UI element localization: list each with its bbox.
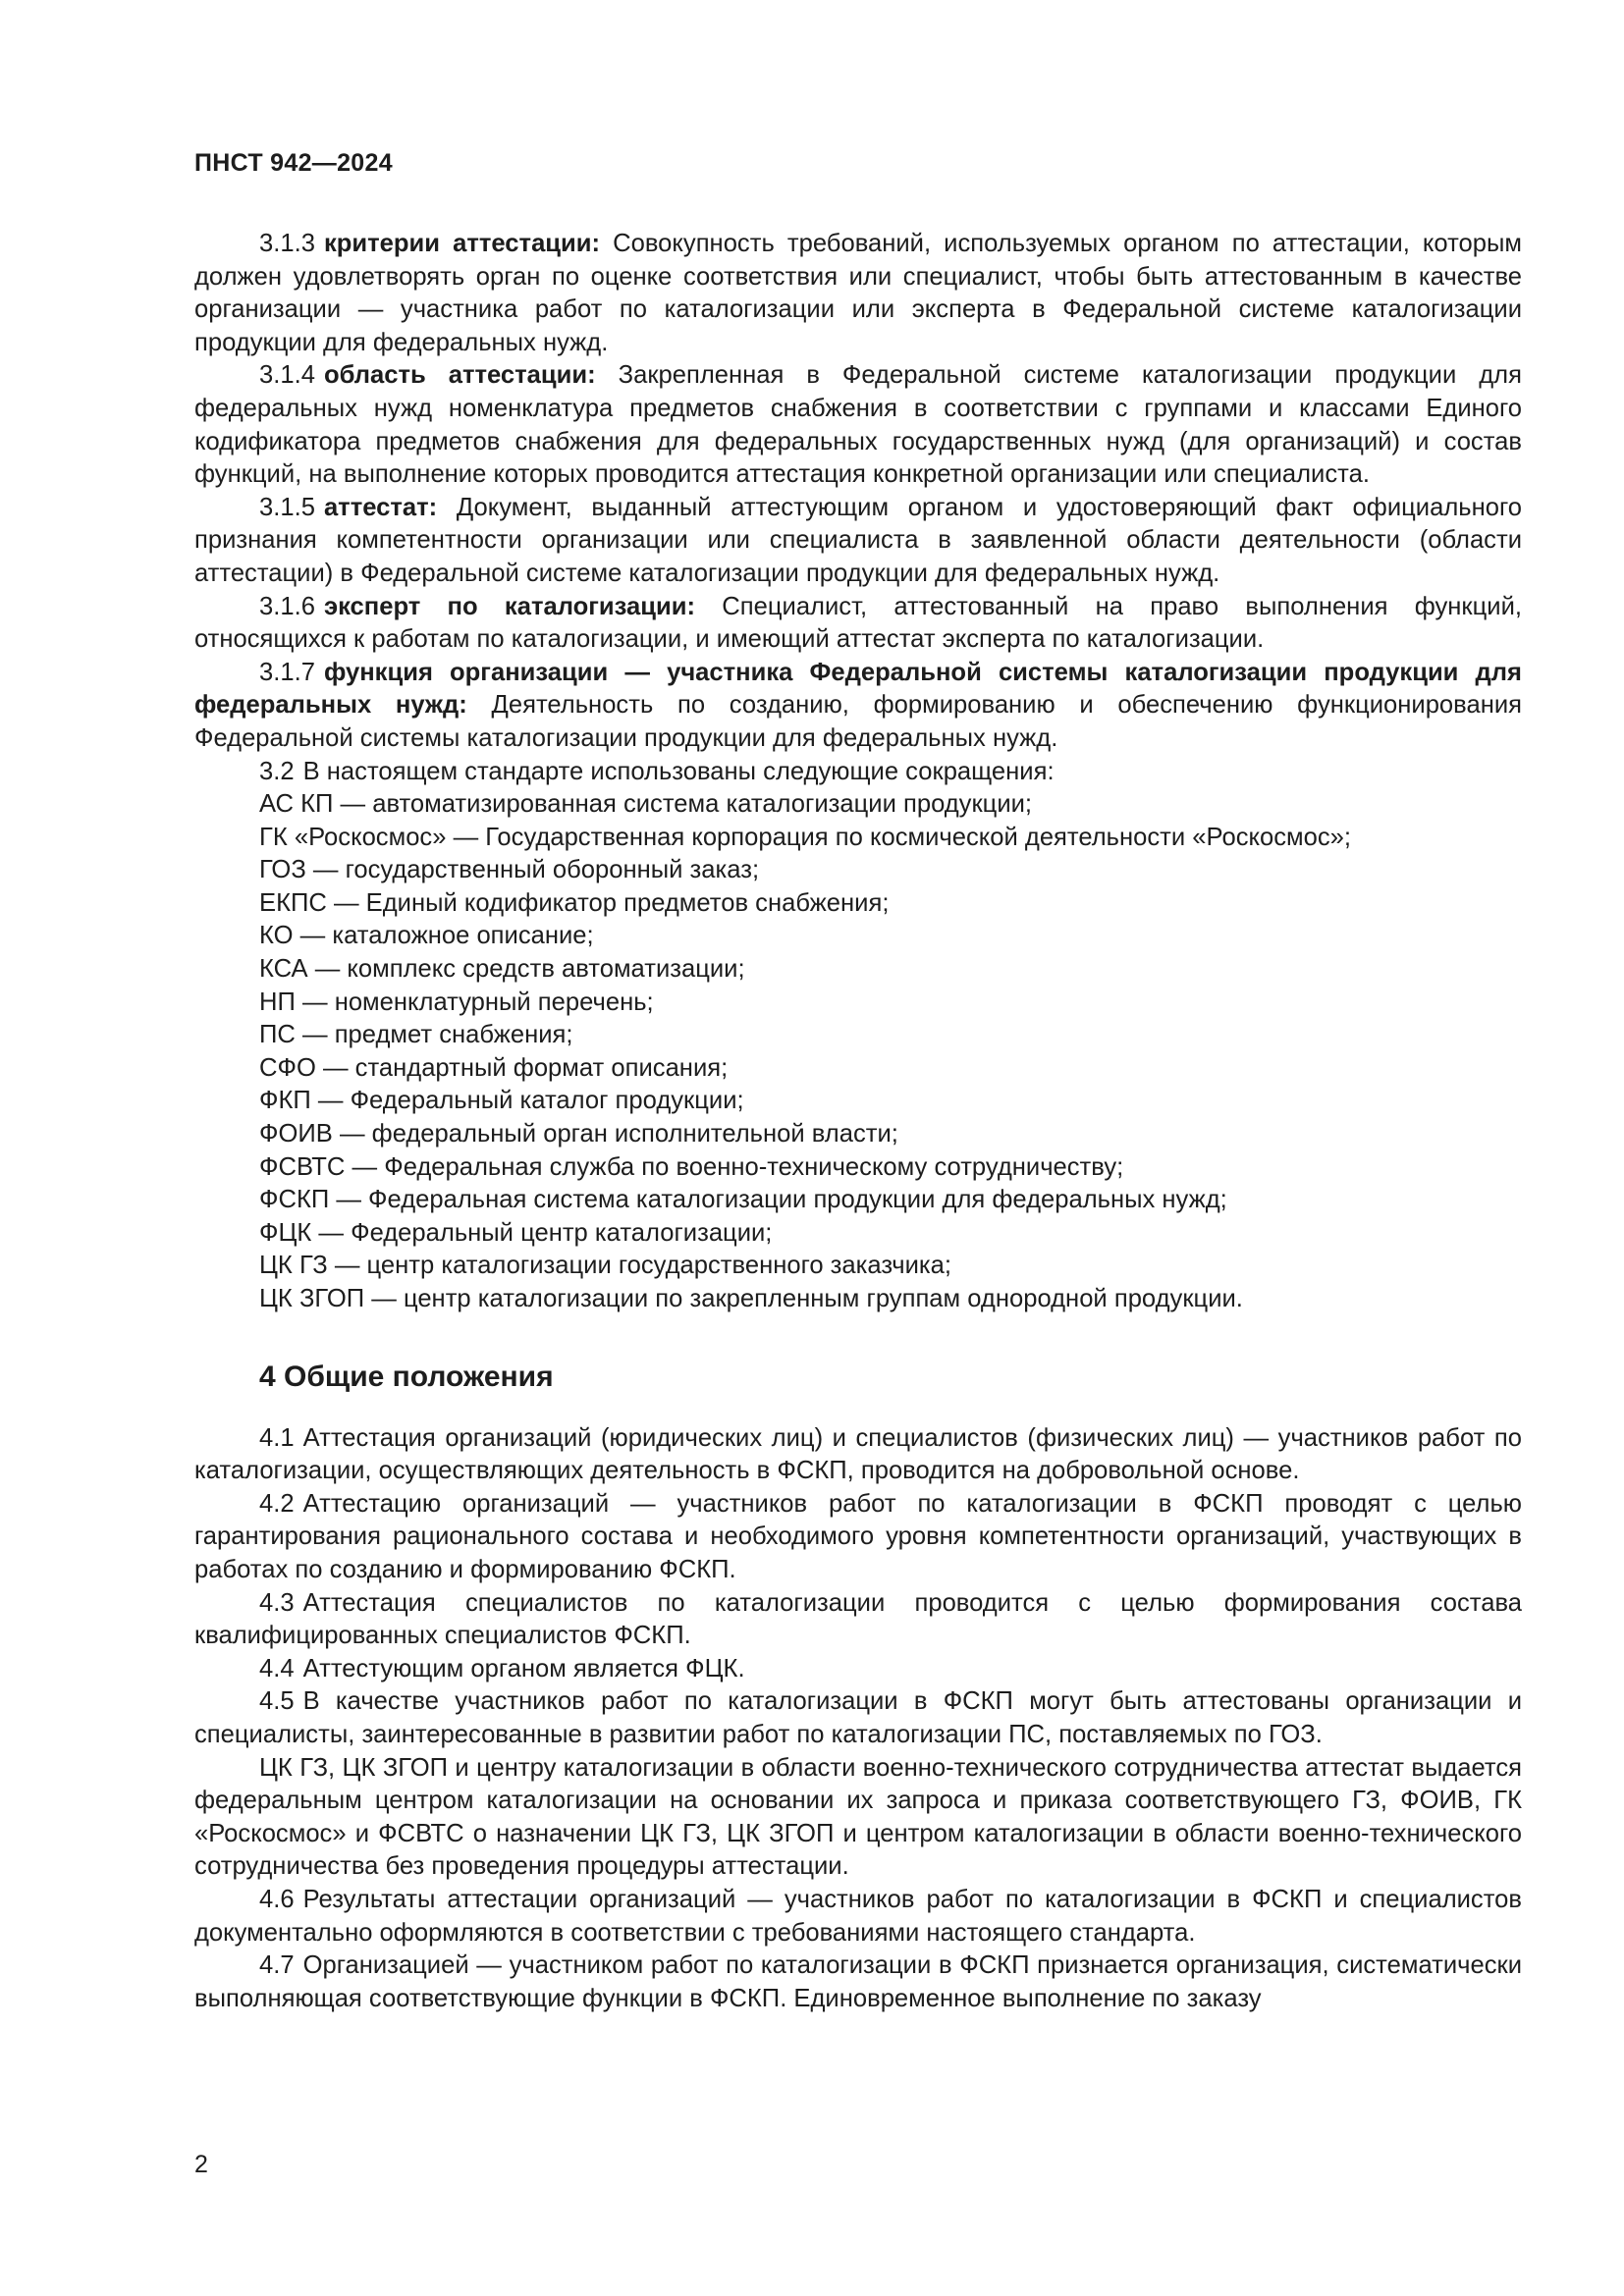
definition-text: Специалист, аттестованный на право выполнения функций, относящихся к работам по каталогизации, и имеющий аттестат эксперта по каталогизации. xyxy=(194,592,1522,654)
clause-text: ЦК ГЗ, ЦК ЗГОП и центру каталогизации в области военно-технического сотрудничества аттестат выдается федеральным центром каталогизации на основании их запроса и приказа соответствующего ГЗ, ФОИВ, ГК «Роскосмос» и ФСВТС о назначении ЦК ГЗ, ЦК ЗГОП и центром каталогизации в области военно-технического сотрудничества без проведения процедуры аттестации. xyxy=(194,1753,1522,1881)
abbreviation-item: ГОЗ — государственный оборонный заказ; xyxy=(259,856,760,884)
definition-text: Деятельность по созданию, формированию и обеспечению функционирования Федеральной системы каталогизации продукции для федеральных нужд. xyxy=(194,691,1522,752)
clause-4-5-continuation xyxy=(194,1752,1522,1884)
abbreviation-item: НП — номенклатурный перечень; xyxy=(259,988,654,1016)
document-page xyxy=(194,0,1522,2296)
clause-number: 3.1.6 xyxy=(259,592,315,620)
abbreviation-item: ФСВТС — Федеральная служба по военно-техническому сотрудничеству; xyxy=(259,1152,1124,1181)
abbreviations-intro-text: В настоящем стандарте использованы следующие сокращения: xyxy=(302,757,1055,785)
abbreviation-item: ФСКП — Федеральная система каталогизации продукции для федеральных нужд; xyxy=(259,1186,1227,1214)
definition-text: Закрепленная в Федеральной системе каталогизации продукции для федеральных нужд номенклатура предметов снабжения в соответствии с группами и классами Единого кодификатора предметов снабжения для федеральных государственных нужд (для организаций) и состав функций, на выполнение которых проводится аттестация конкретной организации или специалиста. xyxy=(194,361,1522,489)
term: эксперт по каталогизации: xyxy=(323,592,696,620)
abbreviation-item: ФКП — Федеральный каталог продукции; xyxy=(259,1087,744,1115)
clause-4-1 xyxy=(194,1422,1522,1488)
term: критерии аттестации: xyxy=(323,230,601,257)
clause-text: Аттестация организаций (юридических лиц) и специалистов (физических лиц) — участников работ по каталогизации, осуществляющих деятельность в ФСКП, проводится на добровольной основе. xyxy=(194,1423,1522,1485)
clause-text: Аттестация специалистов по каталогизации проводится с целью формирования состава квалифицированных специалистов ФСКП. xyxy=(194,1588,1522,1650)
clause-number: 3.1.4 xyxy=(259,361,315,390)
page-number: 2 xyxy=(194,2151,208,2178)
definition-3-1-3 xyxy=(194,228,1522,359)
abbreviation-item: КСА — комплекс средств автоматизации; xyxy=(259,955,745,984)
abbreviation-item: СФО — стандартный формат описания; xyxy=(259,1053,729,1082)
clause-text: Аттестацию организаций — участников работ по каталогизации в ФСКП проводят с целью гарантирования рационального состава и необходимого уровня компетентности организаций, участвующих в работах по созданию и формированию ФСКП. xyxy=(194,1489,1522,1583)
clause-4-6 xyxy=(194,1884,1522,1949)
clause-number: 3.1.5 xyxy=(259,493,315,521)
abbreviation-item: ПС — предмет снабжения; xyxy=(259,1021,573,1049)
abbreviation-item: ФОИВ — федеральный орган исполнительной власти; xyxy=(259,1120,898,1148)
clause-text: Аттестующим органом является ФЦК. xyxy=(302,1654,745,1682)
abbreviation-item: АС КП — автоматизированная система каталогизации продукции; xyxy=(259,790,1033,819)
clause-4-5 xyxy=(194,1685,1522,1751)
term: аттестат: xyxy=(323,493,438,521)
clause-4-7 xyxy=(194,1949,1522,2015)
abbreviation-item: ЦК ЗГОП — центр каталогизации по закрепленным группам однородной продукции. xyxy=(259,1285,1243,1312)
definition-3-1-5 xyxy=(194,492,1522,591)
abbreviations-intro xyxy=(194,756,1522,789)
clause-4-4 xyxy=(194,1653,1522,1686)
abbreviation-item: ФЦК — Федеральный центр каталогизации; xyxy=(259,1218,773,1247)
clause-number: 4.4 xyxy=(259,1654,295,1682)
clause-number: 3.1.3 xyxy=(259,230,315,257)
clause-number: 4.6 xyxy=(259,1885,295,1913)
abbreviation-item: ЦК ГЗ — центр каталогизации государственного заказчика; xyxy=(259,1252,951,1280)
definition-3-1-4 xyxy=(194,359,1522,491)
clause-number: 4.2 xyxy=(259,1489,295,1518)
clause-4-2 xyxy=(194,1488,1522,1587)
clause-number: 4.3 xyxy=(259,1588,295,1617)
definition-text: Совокупность требований, используемых органом по аттестации, которым должен удовлетворять орган по оценке соответствия или специалист, чтобы быть аттестованным в качестве организации — участника работ по каталогизации или эксперта в Федеральной системе каталогизации продукции для федеральных нужд. xyxy=(194,230,1522,356)
clause-text: Результаты аттестации организаций — участников работ по каталогизации в ФСКП и специалистов документально оформляются в соответствии с требованиями настоящего стандарта. xyxy=(194,1885,1522,1947)
clause-number: 4.5 xyxy=(259,1687,295,1716)
abbreviation-item: ГК «Роскосмос» — Государственная корпорация по космической деятельности «Роскосмос»; xyxy=(259,823,1351,851)
abbreviation-item: КО — каталожное описание; xyxy=(259,922,594,950)
definition-text: Документ, выданный аттестующим органом и удостоверяющий факт официального признания компетентности организации или специалиста в заявленной области деятельности (области аттестации) в Федеральной системе каталогизации продукции для федеральных нужд. xyxy=(194,493,1522,587)
clause-4-3 xyxy=(194,1587,1522,1653)
document-body xyxy=(194,228,1522,2015)
clause-number: 4.7 xyxy=(259,1951,295,1980)
definition-3-1-7 xyxy=(194,657,1522,756)
clause-number: 3.2 xyxy=(259,757,295,785)
clause-text: В качестве участников работ по каталогизации в ФСКП могут быть аттестованы организации и специалисты, заинтересованные в развитии работ по каталогизации ПС, поставляемых по ГОЗ. xyxy=(194,1687,1522,1748)
section-4-title: 4 Общие положения xyxy=(259,1360,554,1393)
clause-number: 4.1 xyxy=(259,1423,295,1452)
term: функция организации — участника Федеральной системы каталогизации продукции для федеральных нужд: xyxy=(194,658,1522,720)
clause-number: 3.1.7 xyxy=(259,658,315,686)
definition-3-1-6 xyxy=(194,591,1522,657)
document-code: ПНСТ 942—2024 xyxy=(194,149,393,177)
term: область аттестации: xyxy=(323,361,596,390)
clause-text: Организацией — участником работ по каталогизации в ФСКП признается организация, систематически выполняющая соответствующие функции в ФСКП. Единовременное выполнение по заказу xyxy=(194,1951,1522,2012)
abbreviation-item: ЕКПС — Единый кодификатор предметов снабжения; xyxy=(259,888,890,917)
